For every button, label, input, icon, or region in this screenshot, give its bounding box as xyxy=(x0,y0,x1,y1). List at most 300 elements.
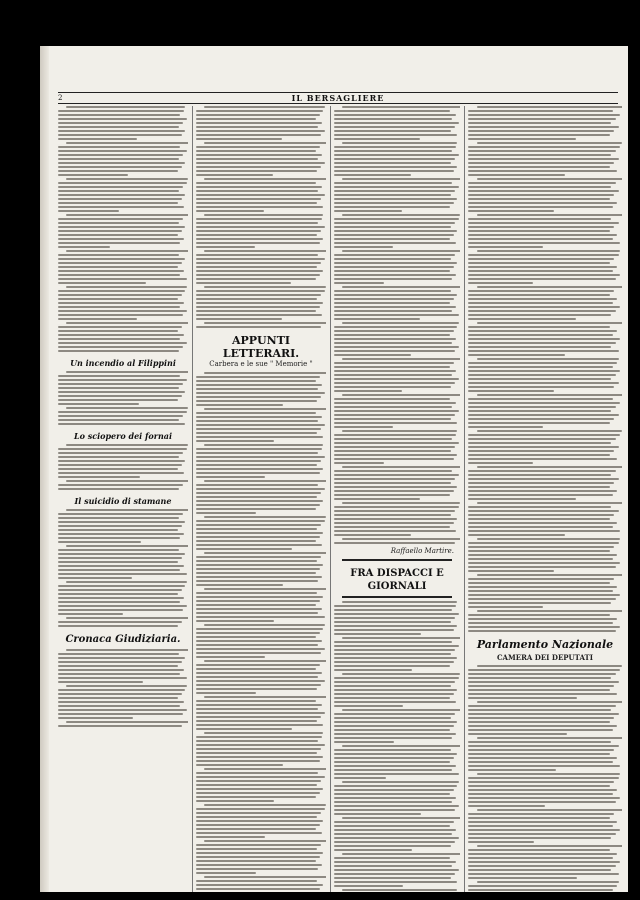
text-line xyxy=(196,864,322,866)
text-line xyxy=(477,142,622,144)
text-line xyxy=(196,868,318,870)
text-line xyxy=(468,550,610,552)
text-line xyxy=(196,604,316,606)
text-line xyxy=(477,665,622,667)
text-line xyxy=(66,106,186,108)
text-line xyxy=(196,828,316,830)
text-line xyxy=(334,669,412,671)
text-line xyxy=(58,537,180,539)
column-rule xyxy=(464,106,465,892)
text-line xyxy=(468,222,619,224)
text-line xyxy=(58,665,178,667)
text-line xyxy=(468,346,611,348)
text-line xyxy=(468,130,614,132)
text-line xyxy=(58,517,179,519)
section-dispacci xyxy=(334,567,460,593)
text-line xyxy=(58,310,187,312)
text-line xyxy=(468,334,613,336)
text-line xyxy=(334,490,454,492)
text-line xyxy=(334,194,451,196)
text-line xyxy=(334,633,421,635)
article-signature: Raffaello Martire. xyxy=(390,547,454,555)
text-line xyxy=(196,572,316,574)
page-fold-shadow xyxy=(40,46,49,892)
text-line xyxy=(468,697,577,699)
text-line xyxy=(468,362,617,364)
text-line xyxy=(204,516,326,518)
text-line xyxy=(58,689,185,691)
text-line xyxy=(58,174,128,176)
text-line xyxy=(334,693,454,695)
text-line xyxy=(334,302,450,304)
text-line xyxy=(204,286,326,288)
column-3 xyxy=(334,106,460,892)
text-line xyxy=(334,506,459,508)
text-line xyxy=(58,452,183,454)
text-line xyxy=(334,865,452,867)
text-line xyxy=(196,884,323,886)
text-line xyxy=(334,154,459,156)
text-line xyxy=(58,230,182,232)
text-line xyxy=(58,585,185,587)
text-line xyxy=(196,110,323,112)
text-line xyxy=(196,266,317,268)
text-line xyxy=(196,246,255,248)
text-line xyxy=(468,290,614,292)
text-line xyxy=(58,334,184,336)
text-line xyxy=(58,262,182,264)
text-line xyxy=(468,777,619,779)
text-line xyxy=(196,652,321,654)
page-number: 2 xyxy=(58,94,63,102)
text-line xyxy=(468,857,613,859)
text-line xyxy=(468,817,610,819)
text-line xyxy=(196,314,322,316)
text-line xyxy=(468,402,620,404)
text-line xyxy=(334,462,384,464)
text-line xyxy=(58,266,178,268)
text-line xyxy=(58,533,184,535)
text-line xyxy=(196,226,325,228)
text-line xyxy=(204,214,324,216)
text-line xyxy=(468,602,611,604)
text-line xyxy=(196,784,317,786)
text-line xyxy=(196,436,323,438)
text-line xyxy=(477,574,622,576)
text-line xyxy=(468,598,616,600)
text-line xyxy=(196,776,325,778)
text-line xyxy=(468,518,610,520)
column-2 xyxy=(196,106,326,892)
text-line xyxy=(334,857,450,859)
text-line xyxy=(468,745,619,747)
text-line xyxy=(334,833,452,835)
text-line xyxy=(468,118,616,120)
text-line xyxy=(468,753,610,755)
text-line xyxy=(66,322,188,324)
text-line xyxy=(196,740,318,742)
text-line xyxy=(196,648,325,650)
text-line xyxy=(468,162,614,164)
text-line xyxy=(468,450,614,452)
text-line xyxy=(334,677,459,679)
text-line xyxy=(196,134,321,136)
text-line xyxy=(468,314,611,316)
text-line xyxy=(334,438,452,440)
text-line xyxy=(196,780,321,782)
text-line xyxy=(342,709,460,711)
text-line xyxy=(196,162,325,164)
text-line xyxy=(196,636,316,638)
text-line xyxy=(342,817,460,819)
text-line xyxy=(477,322,622,324)
text-line xyxy=(204,588,326,590)
text-line xyxy=(468,318,576,320)
text-line xyxy=(468,582,610,584)
text-line xyxy=(196,230,321,232)
article-text-block xyxy=(196,106,326,328)
text-line xyxy=(468,410,611,412)
text-line xyxy=(196,548,292,550)
text-line xyxy=(334,793,450,795)
text-line xyxy=(196,294,321,296)
text-line xyxy=(468,618,617,620)
text-line xyxy=(66,581,187,583)
text-line xyxy=(468,522,617,524)
text-line xyxy=(196,392,325,394)
text-line xyxy=(196,258,325,260)
text-line xyxy=(334,841,455,843)
text-line xyxy=(196,190,318,192)
text-line xyxy=(342,889,458,891)
text-line xyxy=(468,562,620,564)
text-line xyxy=(58,460,185,462)
text-line xyxy=(468,789,617,791)
text-line xyxy=(342,142,458,144)
text-line xyxy=(58,222,179,224)
section-heading: FRA DISPACCI E GIORNALI xyxy=(350,568,444,592)
text-line xyxy=(334,182,452,184)
text-line xyxy=(196,668,316,670)
text-line xyxy=(204,178,326,180)
text-line xyxy=(58,677,187,679)
text-line xyxy=(196,812,321,814)
text-line xyxy=(334,434,456,436)
text-line xyxy=(468,677,611,679)
text-line xyxy=(196,704,322,706)
text-line xyxy=(196,326,321,328)
text-line xyxy=(58,484,183,486)
text-line xyxy=(58,282,146,284)
text-line xyxy=(334,661,454,663)
text-line xyxy=(58,613,123,615)
text-line xyxy=(58,246,110,248)
text-line xyxy=(468,885,617,887)
text-line xyxy=(66,480,188,482)
text-line xyxy=(468,294,610,296)
text-line xyxy=(334,510,455,512)
text-line xyxy=(334,617,455,619)
text-line xyxy=(334,326,457,328)
text-line xyxy=(334,769,452,771)
text-line xyxy=(468,462,533,464)
text-line xyxy=(334,186,459,188)
section-subheading: Carbera e le sue " Memorie " xyxy=(209,360,313,368)
text-line xyxy=(334,202,454,204)
text-line xyxy=(196,376,320,378)
text-line xyxy=(196,728,292,730)
text-line xyxy=(196,576,322,578)
text-line xyxy=(468,494,613,496)
text-line xyxy=(468,370,620,372)
text-line xyxy=(334,270,450,272)
text-line xyxy=(334,218,459,220)
text-line xyxy=(334,382,455,384)
text-line xyxy=(477,394,622,396)
text-line xyxy=(468,554,617,556)
text-line xyxy=(477,773,620,775)
text-line xyxy=(196,290,325,292)
text-line xyxy=(196,158,318,160)
text-line xyxy=(204,552,326,554)
text-line xyxy=(334,318,420,320)
text-line xyxy=(468,114,620,116)
text-line xyxy=(468,278,616,280)
text-line xyxy=(334,542,455,544)
text-line xyxy=(196,198,321,200)
text-line xyxy=(468,558,613,560)
column-rule xyxy=(192,106,193,892)
text-line xyxy=(196,508,316,510)
section-heading: Parlamento Nazionale xyxy=(476,638,614,651)
text-line xyxy=(468,510,619,512)
text-line xyxy=(196,396,321,398)
text-line xyxy=(334,641,452,643)
text-line xyxy=(342,178,460,180)
text-line xyxy=(334,366,450,368)
text-line xyxy=(468,418,614,420)
text-line xyxy=(334,514,451,516)
text-line xyxy=(334,873,455,875)
text-line xyxy=(468,182,616,184)
text-line xyxy=(477,701,622,703)
text-line xyxy=(334,518,457,520)
text-line xyxy=(196,708,318,710)
text-line xyxy=(58,488,179,490)
text-line xyxy=(204,768,326,770)
text-line xyxy=(66,250,188,252)
text-line xyxy=(58,154,183,156)
text-line xyxy=(468,841,534,843)
text-line xyxy=(196,274,320,276)
text-line xyxy=(58,162,185,164)
text-line xyxy=(468,482,614,484)
text-line xyxy=(58,693,182,695)
text-line xyxy=(334,821,454,823)
text-line xyxy=(334,290,451,292)
text-line xyxy=(196,608,322,610)
text-line xyxy=(334,378,459,380)
text-line xyxy=(334,829,456,831)
text-line xyxy=(196,428,321,430)
text-line xyxy=(334,733,456,735)
text-line xyxy=(468,873,619,875)
text-line xyxy=(58,170,178,172)
text-line xyxy=(196,464,317,466)
text-line xyxy=(334,226,451,228)
text-line xyxy=(58,294,182,296)
text-line xyxy=(196,452,318,454)
text-line xyxy=(334,725,454,727)
text-line xyxy=(342,106,460,108)
text-line xyxy=(334,138,420,140)
text-line xyxy=(66,649,188,651)
text-line xyxy=(196,210,264,212)
text-line xyxy=(468,498,576,500)
text-line xyxy=(468,134,610,136)
text-line xyxy=(58,601,180,603)
text-line xyxy=(342,286,460,288)
text-line xyxy=(204,372,326,374)
text-line xyxy=(58,657,185,659)
text-line xyxy=(342,394,460,396)
text-line xyxy=(334,174,411,176)
text-line xyxy=(196,720,317,722)
text-line xyxy=(334,458,454,460)
text-line xyxy=(334,534,411,536)
text-line xyxy=(58,118,187,120)
text-line xyxy=(196,222,318,224)
text-line xyxy=(196,568,320,570)
text-line xyxy=(334,773,459,775)
text-line xyxy=(477,845,622,847)
text-line xyxy=(58,399,178,401)
text-line xyxy=(66,685,187,687)
text-line xyxy=(196,844,321,846)
column-rule xyxy=(330,106,331,892)
text-line xyxy=(66,617,188,619)
text-line xyxy=(196,536,320,538)
text-line xyxy=(66,371,188,373)
text-line xyxy=(58,138,137,140)
text-line xyxy=(468,262,610,264)
text-line xyxy=(196,496,317,498)
text-line xyxy=(58,186,183,188)
text-line xyxy=(468,246,543,248)
text-line xyxy=(58,521,185,523)
text-line xyxy=(334,741,394,743)
text-line xyxy=(468,693,617,695)
text-line xyxy=(468,757,617,759)
text-line xyxy=(58,306,180,308)
text-line xyxy=(58,448,187,450)
text-line xyxy=(196,620,274,622)
text-line xyxy=(334,717,451,719)
text-line xyxy=(477,430,622,432)
article-text-block xyxy=(468,106,622,632)
section-heading: APPUNTI LETTERARI. xyxy=(222,334,300,360)
text-line xyxy=(468,270,613,272)
text-line xyxy=(196,278,316,280)
text-line xyxy=(334,426,393,428)
text-line xyxy=(58,302,184,304)
text-line xyxy=(58,456,179,458)
text-line xyxy=(196,656,265,658)
text-line xyxy=(468,626,620,628)
section-divider xyxy=(342,596,452,598)
text-line xyxy=(58,609,183,611)
text-line xyxy=(468,590,613,592)
text-line xyxy=(196,592,317,594)
text-line xyxy=(58,318,137,320)
text-line xyxy=(196,318,282,320)
text-line xyxy=(334,398,450,400)
text-line xyxy=(468,186,611,188)
text-line xyxy=(334,526,450,528)
text-line xyxy=(196,282,291,284)
text-line xyxy=(342,250,460,252)
text-line xyxy=(196,744,325,746)
text-line xyxy=(196,122,322,124)
text-line xyxy=(58,150,187,152)
text-line xyxy=(468,861,620,863)
text-line xyxy=(196,560,317,562)
text-line xyxy=(196,118,316,120)
text-line xyxy=(58,218,183,220)
section-incendio xyxy=(58,358,188,368)
text-line xyxy=(468,258,614,260)
text-line xyxy=(58,472,184,474)
text-line xyxy=(468,174,565,176)
text-line xyxy=(468,154,611,156)
text-line xyxy=(477,214,622,216)
text-line xyxy=(334,689,457,691)
text-line xyxy=(196,540,316,542)
text-line xyxy=(334,262,457,264)
text-line xyxy=(468,506,611,508)
text-line xyxy=(196,448,322,450)
text-line xyxy=(58,338,180,340)
text-line xyxy=(468,342,616,344)
text-line xyxy=(468,254,619,256)
text-line xyxy=(204,804,326,806)
text-line xyxy=(196,584,283,586)
text-line xyxy=(196,532,323,534)
text-line xyxy=(58,577,132,579)
column-4 xyxy=(468,106,622,892)
text-line xyxy=(334,150,452,152)
text-line xyxy=(334,338,456,340)
text-line xyxy=(334,166,457,168)
text-line xyxy=(196,888,320,890)
text-line xyxy=(468,206,613,208)
text-line xyxy=(468,713,619,715)
text-line xyxy=(334,162,451,164)
text-line xyxy=(334,274,456,276)
text-line xyxy=(58,464,182,466)
text-line xyxy=(334,621,451,623)
section-heading: Cronaca Giudiziaria. xyxy=(65,634,181,645)
text-line xyxy=(196,126,318,128)
text-line xyxy=(204,696,326,698)
text-line xyxy=(342,853,460,855)
text-line xyxy=(196,852,323,854)
text-line xyxy=(196,632,320,634)
text-line xyxy=(196,306,320,308)
text-line xyxy=(468,146,620,148)
text-line xyxy=(468,801,616,803)
text-line xyxy=(468,865,616,867)
